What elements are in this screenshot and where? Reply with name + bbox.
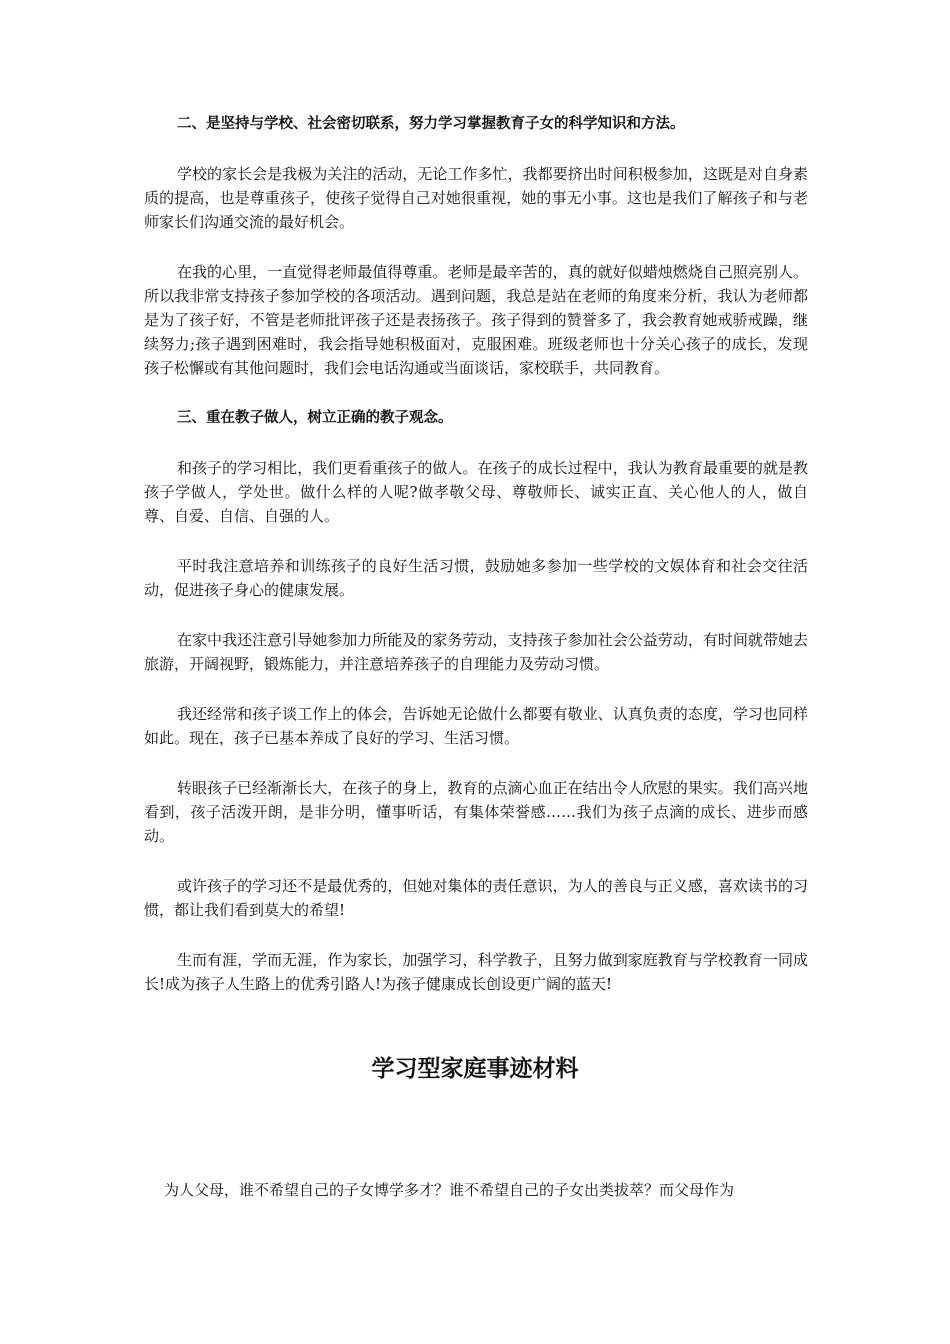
paragraph: 或许孩子的学习还不是最优秀的，但她对集体的责任意识，为人的善良与正义感，喜欢读书的习惯，都让我们看到莫大的希望! bbox=[144, 877, 808, 919]
paragraph: 生而有涯，学而无涯，作为家长，加强学习，科学教子，且努力做到家庭教育与学校教育一同成长!成为孩子人生路上的优秀引路人!为孩子健康成长创设更广阔的蓝天! bbox=[144, 951, 808, 993]
paragraph: 在家中我还注意引导她参加力所能及的家务劳动，支持孩子参加社会公益劳动，有时间就带她去旅游，开阔视野，锻炼能力，并注意培养孩子的自理能力及劳动习惯。 bbox=[144, 631, 808, 673]
paragraph: 转眼孩子已经渐渐长大，在孩子的身上，教育的点滴心血正在结出令人欣慰的果实。我们高兴地看到，孩子活泼开朗，是非分明，懂事听话，有集体荣誉感……我们为孩子点滴的成长、进步而感动。 bbox=[144, 779, 808, 845]
paragraph: 我还经常和孩子谈工作上的体会，告诉她无论做什么都要有敬业、认真负责的态度，学习也同样如此。现在，孩子已基本养成了良好的学习、生活习惯。 bbox=[144, 705, 808, 747]
section-heading: 三、重在教子做人，树立正确的教子观念。 bbox=[177, 410, 453, 426]
paragraph: 和孩子的学习相比，我们更看重孩子的做人。在孩子的成长过程中，我认为教育最重要的就是教孩子学做人，学处世。做什么样的人呢?做孝敬父母、尊敬师长、诚实正直、关心他人的人，做自尊、自爱、自信、自强的人。 bbox=[144, 459, 808, 525]
paragraph: 在我的心里，一直觉得老师最值得尊重。老师是最辛苦的，真的就好似蜡烛燃烧自己照亮别人。所以我非常支持孩子参加学校的各项活动。遇到问题，我总是站在老师的角度来分析，我认为老师都是为了孩子好，不管是老师批评孩子还是表扬孩子。孩子得到的赞誉多了，我会教育她戒骄戒躁，继续努力;孩子遇到困难时，我会指导她积极面对，克服困难。班级老师也十分关心孩子的成长，发现孩子松懈或有其他问题时，我们会电话沟通或当面谈话，家校联手，共同教育。 bbox=[144, 263, 808, 377]
section-heading: 二、是坚持与学校、社会密切联系，努力学习掌握教育子女的科学知识和方法。 bbox=[177, 116, 685, 132]
paragraph: 学校的家长会是我极为关注的活动，无论工作多忙，我都要挤出时间积极参加，这既是对自身素质的提高，也是尊重孩子，使孩子觉得自己对她很重视，她的事无小事。这也是我们了解孩子和与老师家长们沟通交流的最好机会。 bbox=[144, 165, 808, 231]
paragraph: 平时我注意培养和训练孩子的良好生活习惯，鼓励她多参加一些学校的文娱体育和社会交往活动，促进孩子身心的健康发展。 bbox=[144, 557, 808, 599]
intro-paragraph: 为人父母，谁不希望自己的子女博学多才？谁不希望自己的子女出类拔萃？而父母作为 bbox=[164, 1181, 735, 1199]
document-title: 学习型家庭事迹材料 bbox=[371, 1056, 579, 1082]
document-body bbox=[144, 112, 808, 1022]
